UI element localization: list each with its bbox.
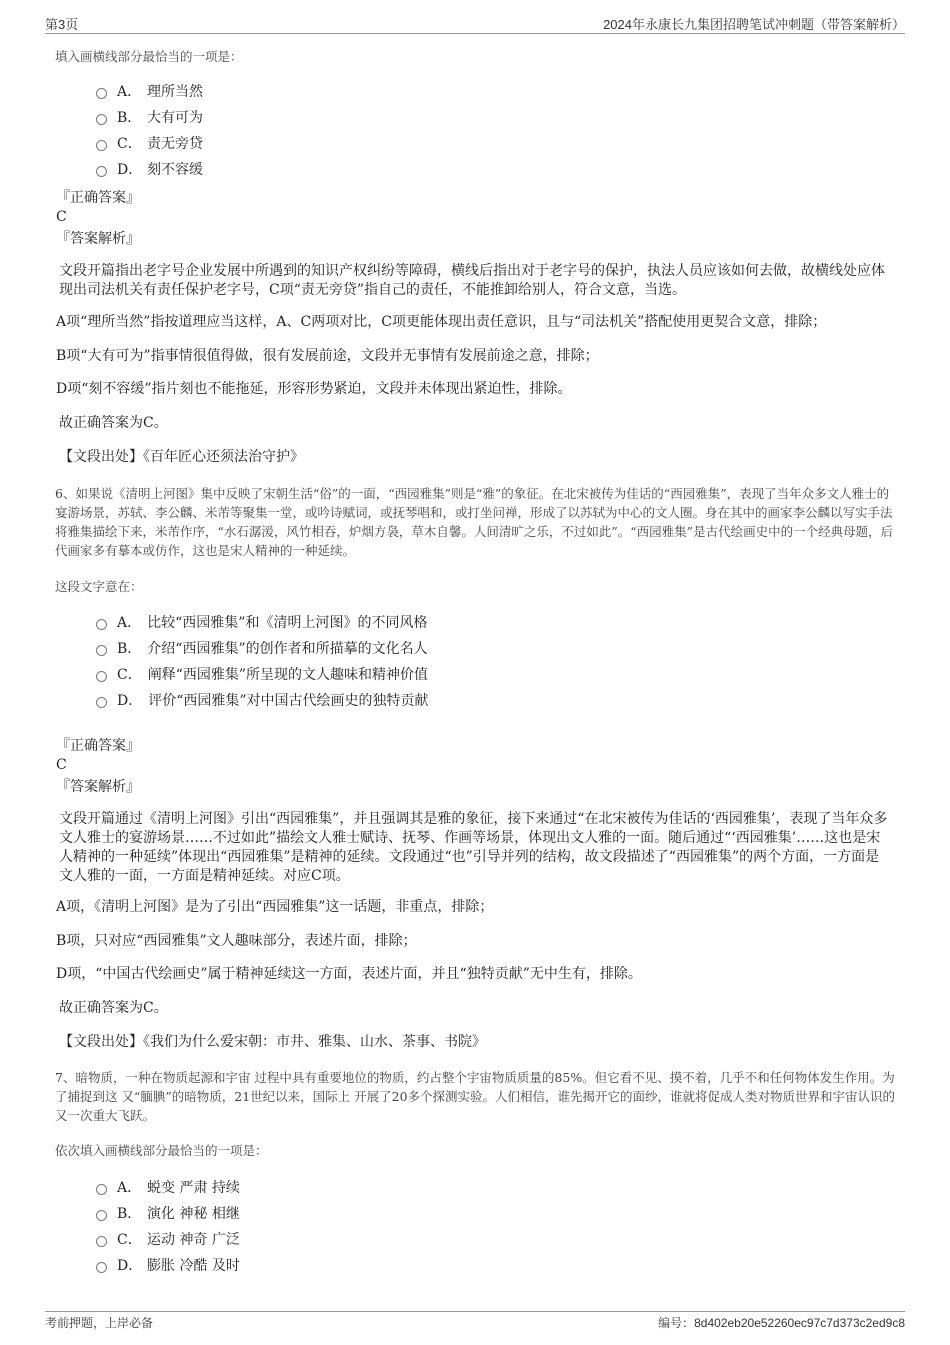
q6-prompt: 这段文字意在： [55,579,143,594]
q7-option-c[interactable]: C． 运动 神奇 广泛 [96,1229,240,1249]
radio-icon[interactable] [96,140,107,151]
radio-icon[interactable] [96,114,107,125]
radio-icon[interactable] [96,166,107,177]
q6-passage: 6、如果说《清明上河图》集中反映了宋朝生活“俗”的一面，“西园雅集”则是“雅”的象征。在北宋被传为佳话的“西园雅集”，表现了当年众多文人雅士的宴游场景，苏轼、李公麟、米芾等聚集一堂，或吟诗赋词，或抚琴唱和，或打坐问禅，形成了以苏轼为中心的文人圈。身在其中的画家李公麟以写实手法将雅集描绘下来，米芾作序，“水石潺湲，风竹相吞，炉烟方袅，草木自馨。人间清旷之乐，不过如此”。“西园雅集”是古代绘画史中的一个经典母题，后代画家多有摹本或仿作，这也是宋人精神的一种延续。 [55,486,894,558]
q5-option-a[interactable]: A． 理所当然 [96,81,203,101]
q5-analysis-a: A项“理所当然”指按道理应当这样，A、C两项对比，C项更能体现出责任意识，且与“司法机关”搭配使用更契合文意，排除； [56,314,827,330]
q5-answer-label: 『正确答案』 [56,190,140,206]
radio-icon[interactable] [96,1184,107,1195]
radio-icon[interactable] [96,671,107,682]
q5-analysis-label: 『答案解析』 [56,231,140,247]
q6-option-c[interactable]: C． 阐释“西园雅集”所呈现的文人趣味和精神价值 [96,664,428,684]
q6-answer-label: 『正确答案』 [56,738,140,754]
document-title: 2024年永康长九集团招聘笔试冲刺题（带答案解析） [603,17,905,32]
q7-option-a[interactable]: A． 蜕变 严肃 持续 [96,1177,240,1197]
q6-analysis-d: D项，“中国古代绘画史”属于精神延续这一方面，表述片面，并且“独特贡献”无中生有，排除。 [56,966,642,982]
q5-prompt: 填入画横线部分最恰当的一项是： [55,49,243,64]
q6-conclusion: 故正确答案为C。 [59,1000,168,1016]
q5-option-d[interactable]: D． 刻不容缓 [96,159,203,179]
radio-icon[interactable] [96,88,107,99]
q6-analysis-main: 文段开篇通过《清明上河图》引出“西园雅集”，并且强调其是雅的象征，接下来通过“在北宋被传为佳话的‘西园雅集’，表现了当年众多文人雅士的宴游场景……不过如此”描绘文人雅士赋诗、抚琴、作画等场景，体现出文人雅的一面。随后通过“‘西园雅集’……这也是宋人精神的一种延续”体现出“西园雅集”是精神的延续。文段通过“也”引导并列的结构，故文段描述了“西园雅集”的两个方面，一方面是文人雅的一面，一方面是精神延续。对应C项。 [59,811,888,884]
radio-icon[interactable] [96,645,107,656]
radio-icon[interactable] [96,1262,107,1273]
radio-icon[interactable] [96,1236,107,1247]
page-number: 第3页 [45,17,79,32]
q5-conclusion: 故正确答案为C。 [59,415,168,431]
footer-slogan: 考前押题，上岸必备 [45,1316,154,1330]
q6-analysis-b: B项，只对应“西园雅集”文人趣味部分，表述片面，排除； [56,933,417,949]
q7-option-b[interactable]: B． 演化 神秘 相继 [96,1203,240,1223]
q5-analysis-d: D项“刻不容缓”指片刻也不能拖延，形容形势紧迫，文段并未体现出紧迫性，排除。 [56,381,572,397]
radio-icon[interactable] [96,1210,107,1221]
footer-serial: 编号：8d402eb20e52260ec97c7d373c2ed9c8 [658,1316,905,1330]
q6-option-d[interactable]: D． 评价“西园雅集”对中国古代绘画史的独特贡献 [96,690,429,710]
q7-option-d[interactable]: D． 膨胀 冷酷 及时 [96,1255,240,1275]
q5-option-b[interactable]: B． 大有可为 [96,107,203,127]
q6-source: 【文段出处】《我们为什么爱宋朝：市井、雅集、山水、茶事、书院》 [59,1034,486,1050]
q7-passage: 7、暗物质，一种在物质起源和宇宙 过程中具有重要地位的物质，约占整个宇宙物质质量的85%。但它看不见、摸不着，几乎不和任何物体发生作用。为了捕捉到这 又“腼腆”的暗物质，21世纪以来，国际上 开展了20多个探测实验。人们相信，谁先揭开它的面纱，谁就将促成人类对物质世界和宇宙认识的又一次重大飞跃。 [55,1070,896,1123]
q5-analysis-main: 文段开篇指出老字号企业发展中所遇到的知识产权纠纷等障碍，横线后指出对于老字号的保护，执法人员应该如何去做，故横线处应体现出司法机关有责任保护老字号，C项“责无旁贷”指自己的责任，不能推卸给别人，符合文意，当选。 [59,263,885,298]
radio-icon[interactable] [96,697,107,708]
q6-option-b[interactable]: B． 介绍“西园雅集”的创作者和所描摹的文化名人 [96,638,428,658]
footer-divider [45,1311,905,1312]
q6-analysis-label: 『答案解析』 [56,779,140,795]
q5-option-c[interactable]: C． 责无旁贷 [96,133,203,153]
q6-analysis-a: A项，《清明上河图》是为了引出“西园雅集”这一话题，非重点，排除； [56,899,494,915]
q5-analysis-b: B项“大有可为”指事情很值得做，很有发展前途，文段并无事情有发展前途之意，排除； [56,348,599,364]
header-divider [45,33,905,34]
q5-source: 【文段出处】《百年匠心还须法治守护》 [59,449,304,465]
q6-option-a[interactable]: A． 比较“西园雅集”和《清明上河图》的不同风格 [96,612,427,632]
radio-icon[interactable] [96,619,107,630]
q6-answer: C [56,757,67,773]
q7-prompt: 依次填入画横线部分最恰当的一项是： [55,1143,268,1158]
q5-answer: C [56,209,67,225]
